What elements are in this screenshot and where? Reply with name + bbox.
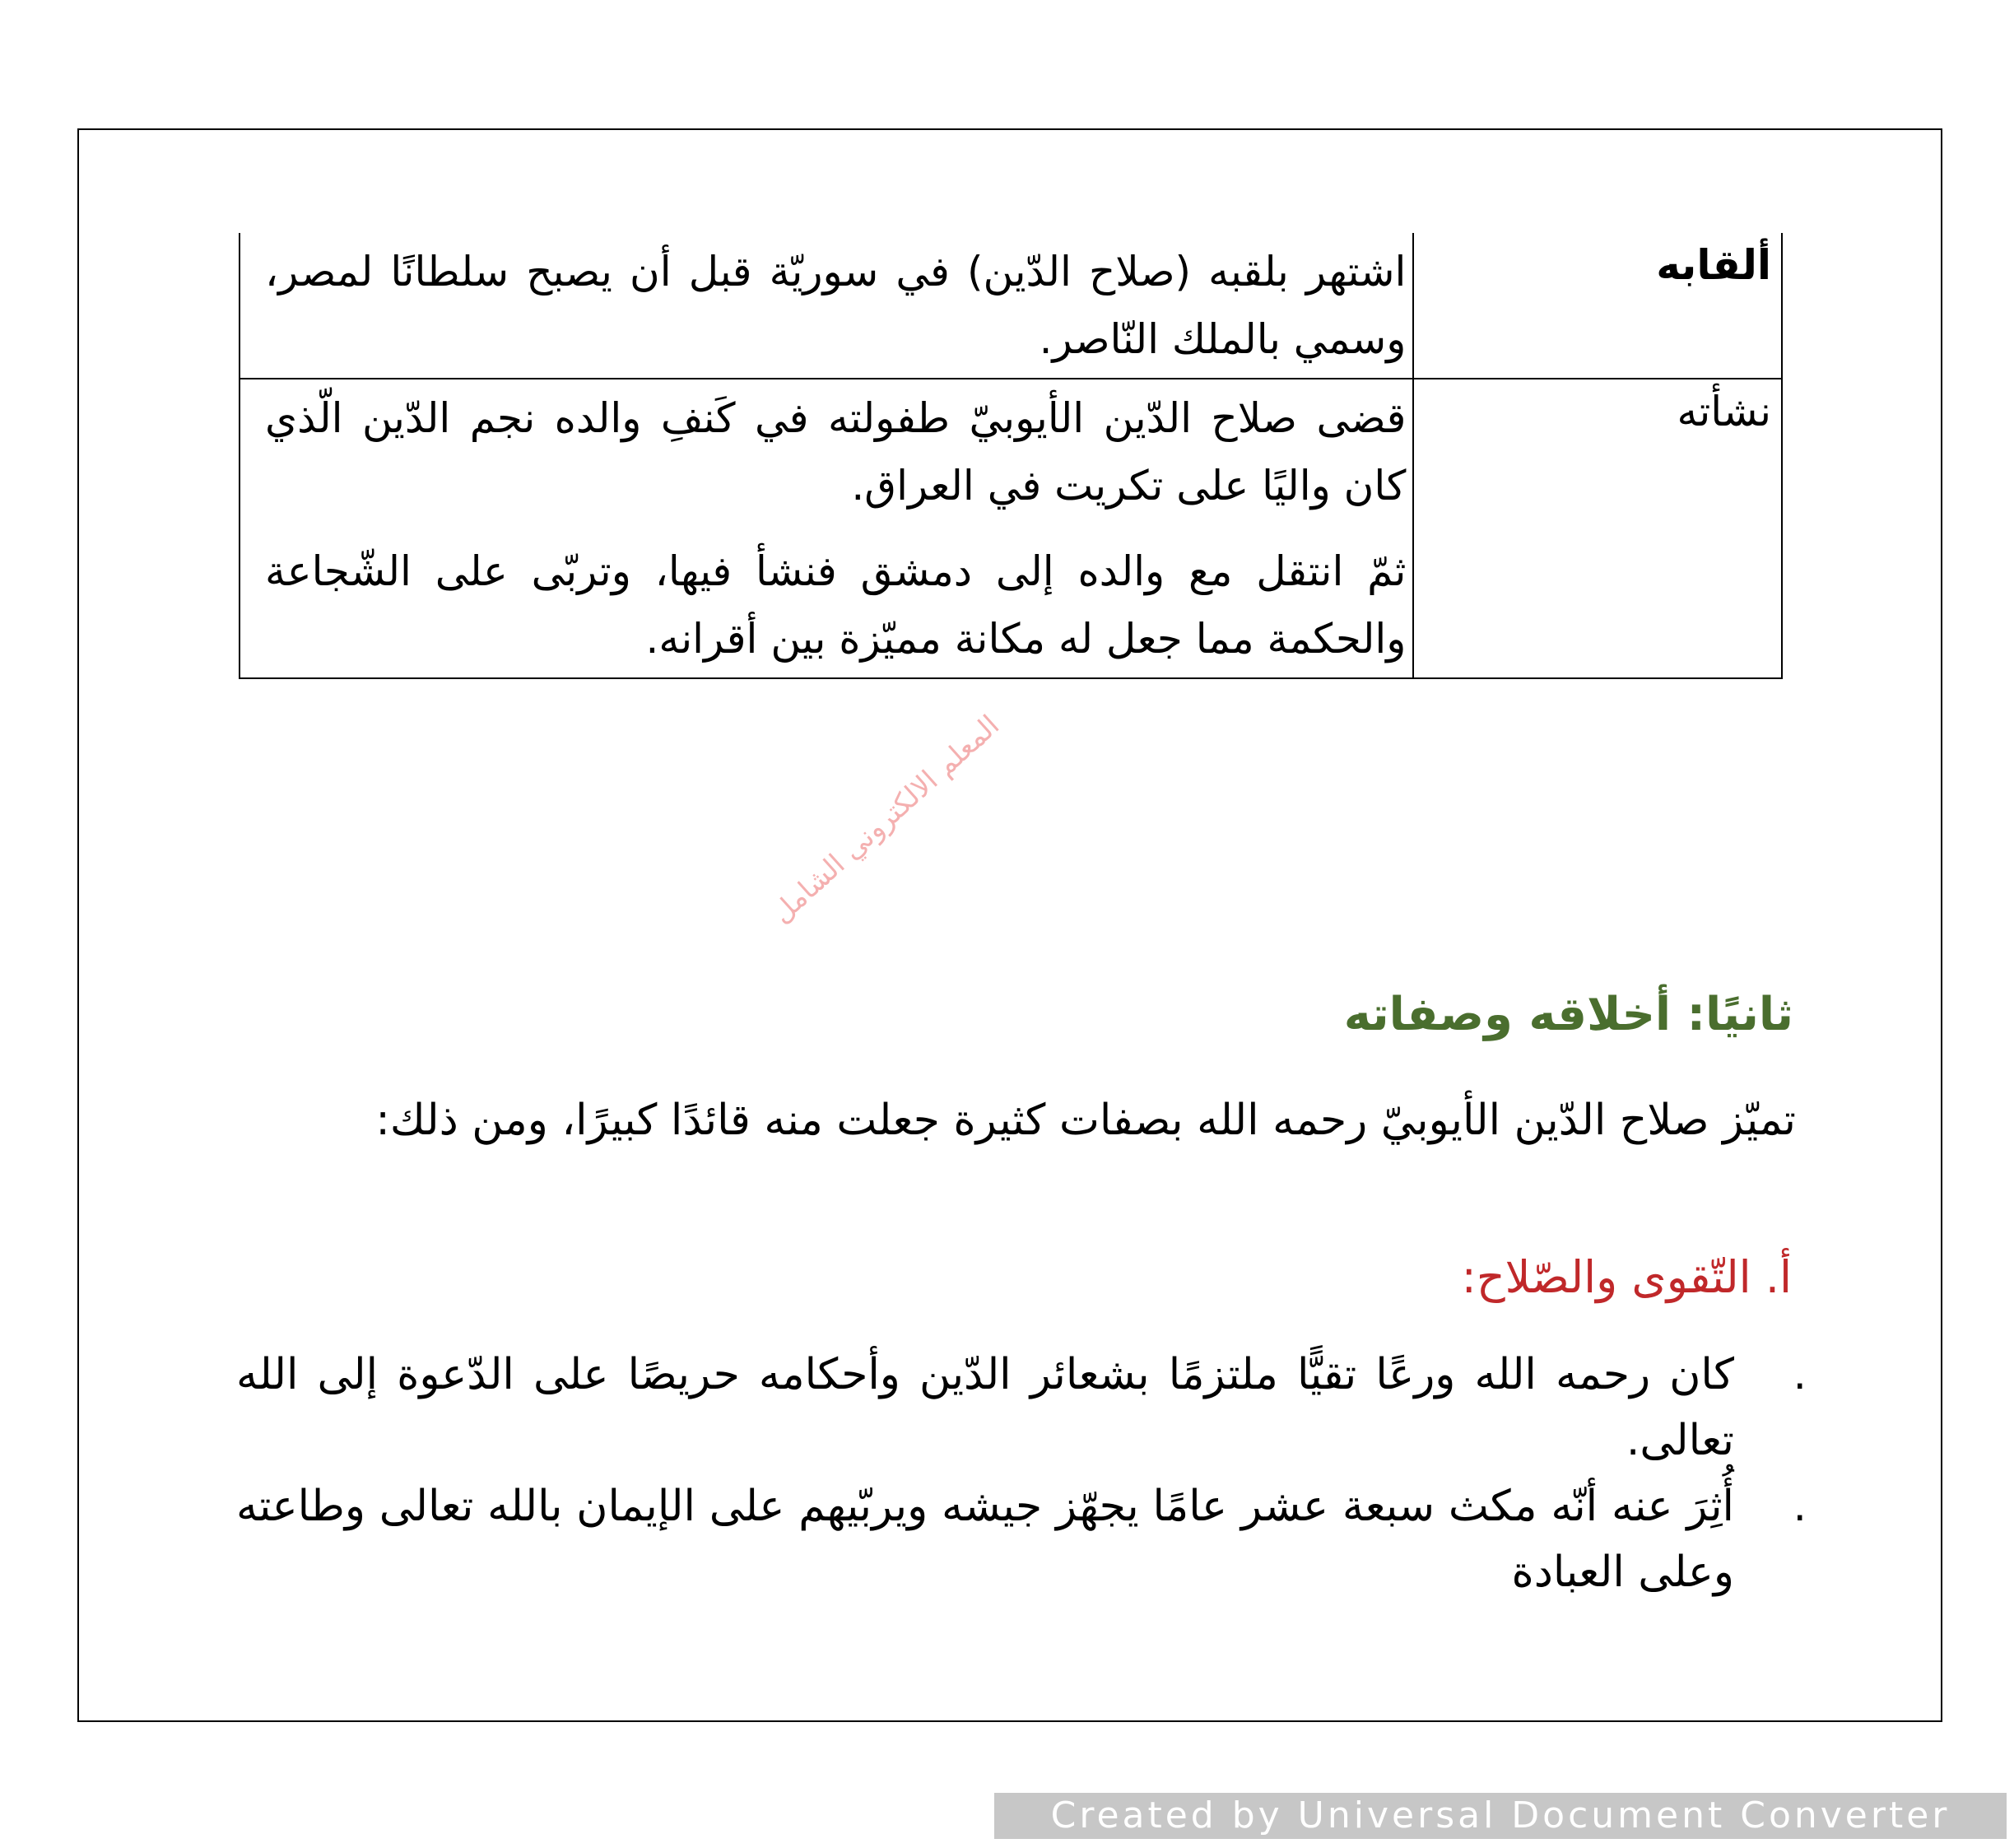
qualities-list	[236, 1342, 1808, 1605]
table-row-upbringing	[240, 379, 1782, 678]
row-text-upbringing	[240, 379, 1413, 678]
table-row-titles	[240, 233, 1782, 379]
list-item-text: كان رحمه الله ورعًا تقيًّا ملتزمًا بشعائر الدّين وأحكامه حريصًا على الدّعوة إلى الله تعالى.	[236, 1350, 1734, 1465]
bullet-dot: .	[1793, 1482, 1808, 1531]
sub-heading: أ. التّقوى والصّلاح:	[1461, 1251, 1792, 1303]
list-item	[236, 1473, 1808, 1605]
upbringing-paragraph-2: ثمّ انتقل مع والده إلى دمشق فنشأ فيها، وتربّى على الشّجاعة والحكمة مما جعل له مكانة مميّزة بين أقرانه.	[265, 547, 1407, 663]
section-heading: ثانيًا: أخلاقه وصفاته	[1343, 988, 1793, 1041]
biography-table	[239, 233, 1783, 679]
row-label-upbringing: نشأته	[1413, 379, 1782, 678]
row-text-titles	[240, 233, 1413, 379]
titles-paragraph: اشتهر بلقبه (صلاح الدّين) في سوريّة قبل أن يصبح سلطانًا لمصر، وسمي بالملك النّاصر.	[265, 248, 1407, 363]
upbringing-paragraph-1: قضى صلاح الدّين الأيوبيّ طفولته في كَنفِ والده نجم الدّين الّذي كان واليًا على تكريت في العراق.	[265, 394, 1407, 510]
list-item-text: أُثِرَ عنه أنّه مكث سبعة عشر عامًا يجهّز جيشه ويربّيهم على الإيمان بالله تعالى وطاعته وعلى العبادة	[236, 1482, 1734, 1597]
row-label-titles: ألقابه	[1413, 233, 1782, 379]
converter-badge: Created by Universal Document Converter	[994, 1793, 2007, 1839]
intro-paragraph: تميّز صلاح الدّين الأيوبيّ رحمه الله بصفات كثيرة جعلت منه قائدًا كبيرًا، ومن ذلك:	[375, 1096, 1796, 1145]
list-item	[236, 1342, 1808, 1473]
watermark-text: المعلم الالكتروني الشامل	[765, 709, 1007, 930]
bullet-dot: .	[1793, 1350, 1808, 1399]
